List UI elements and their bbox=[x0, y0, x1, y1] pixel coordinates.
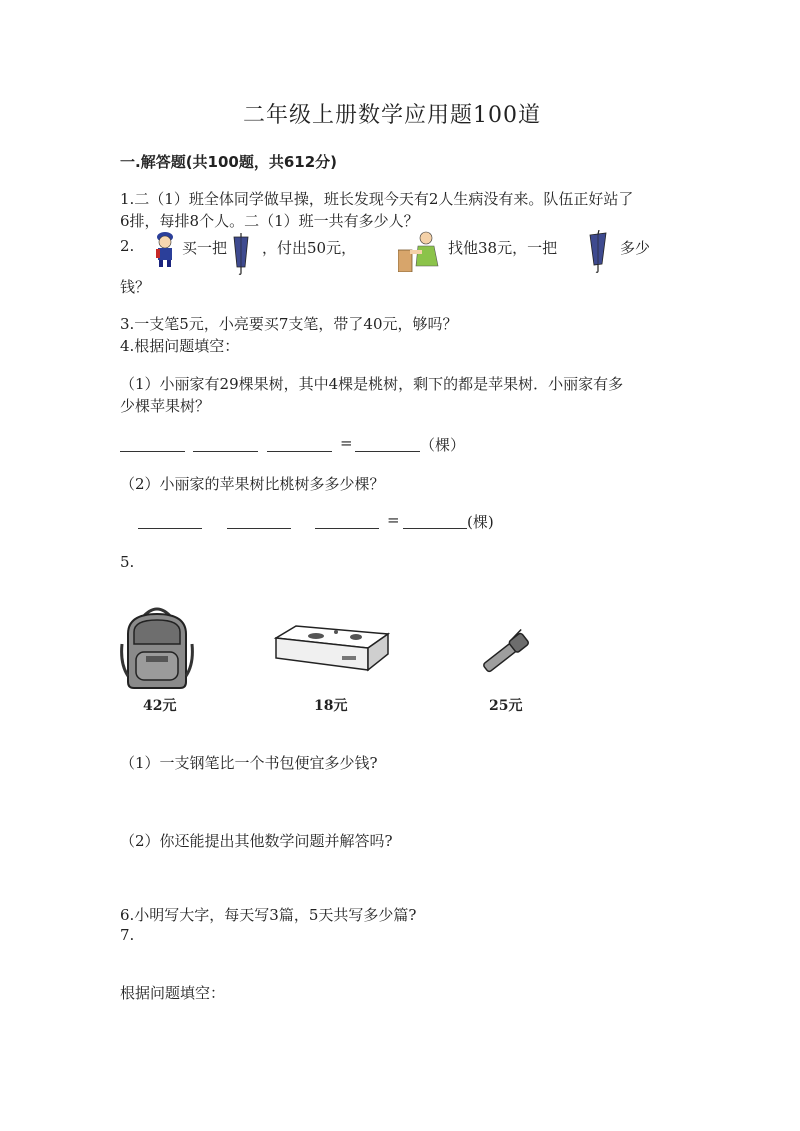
backpack-price: 42元 bbox=[143, 698, 177, 714]
question-7-number: 7. bbox=[120, 926, 135, 944]
question-4-title: 4.根据问题填空： bbox=[120, 337, 240, 355]
question-2-change-text: 找他38元，一把 bbox=[448, 239, 558, 257]
answer-blank[interactable] bbox=[403, 514, 467, 529]
question-2-buy-text: 买一把 bbox=[182, 239, 228, 257]
answer-blank[interactable] bbox=[120, 437, 185, 452]
question-4-part-1-line-1: （1）小丽家有29棵果树，其中4棵是桃树，剩下的都是苹果树．小丽家有多 bbox=[120, 375, 624, 393]
shop-clerk-image bbox=[398, 230, 442, 272]
pencil-box-price: 18元 bbox=[314, 698, 348, 714]
question-5-part-1: （1）一支钢笔比一个书包便宜多少钱? bbox=[120, 754, 378, 772]
umbrella-icon bbox=[228, 233, 254, 275]
answer-blank[interactable] bbox=[138, 514, 202, 529]
question-4-part-1-line-2: 少棵苹果树？ bbox=[120, 397, 211, 415]
backpack-image bbox=[120, 604, 194, 690]
question-2-pay-text: ，付出50元， bbox=[262, 239, 357, 257]
page-title: 二年级上册数学应用题100道 bbox=[243, 103, 541, 128]
question-7-text: 根据问题填空： bbox=[120, 984, 226, 1002]
question-2-number: 2. bbox=[120, 237, 135, 255]
question-2-money-text: 钱？ bbox=[120, 278, 151, 296]
pen-price: 25元 bbox=[489, 698, 523, 714]
answer-blank[interactable] bbox=[193, 437, 258, 452]
answer-blank[interactable] bbox=[355, 437, 420, 452]
pencil-box-image bbox=[272, 622, 390, 672]
answer-blank[interactable] bbox=[315, 514, 379, 529]
question-5-part-2: （2）你还能提出其他数学问题并解答吗? bbox=[120, 832, 393, 850]
question-4-part-2: （2）小丽家的苹果树比桃树多多少棵？ bbox=[120, 475, 385, 493]
equals-sign: = bbox=[340, 434, 353, 452]
question-5-number: 5. bbox=[120, 553, 135, 571]
answer-blank[interactable] bbox=[267, 437, 332, 452]
question-6: 6.小明写大字，每天写3篇，5天共写多少篇? bbox=[120, 906, 417, 924]
pen-image bbox=[478, 628, 536, 676]
question-1-line-2: 6排，每排8个人。二（1）班一共有多少人？ bbox=[120, 212, 419, 230]
section-heading: 一.解答题(共100题，共612分) bbox=[120, 153, 338, 171]
question-3: 3.一支笔5元，小亮要买7支笔，带了40元，够吗？ bbox=[120, 315, 458, 333]
shopper-boy-image bbox=[150, 230, 180, 268]
unit-label: (棵) bbox=[467, 513, 494, 531]
question-1-line-1: 1.二（1）班全体同学做早操，班长发现今天有2人生病没有来。队伍正好站了 bbox=[120, 190, 634, 208]
umbrella-icon bbox=[584, 230, 610, 274]
question-2-much-text: 多少 bbox=[620, 239, 651, 257]
answer-blank[interactable] bbox=[227, 514, 291, 529]
equals-sign: = bbox=[387, 511, 400, 529]
unit-label: （棵） bbox=[420, 436, 466, 454]
